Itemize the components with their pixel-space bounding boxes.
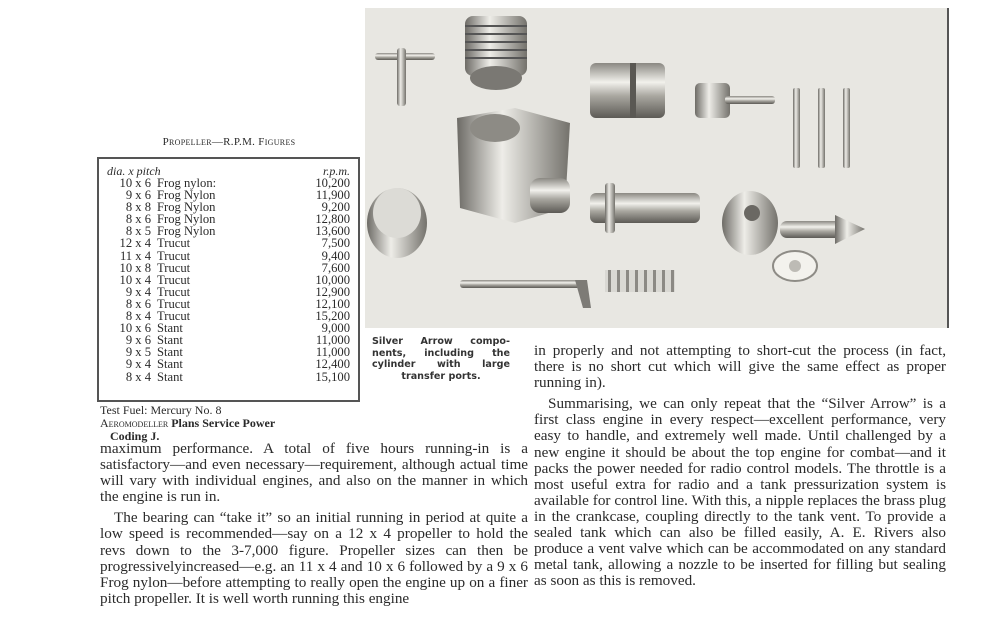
propeller-name: Frog Nylon <box>157 212 216 227</box>
propeller-name: Trucut <box>157 309 191 324</box>
size: 8 x 8 <box>125 200 151 215</box>
paragraph: in properly and not attempting to short-cut the process (in fact, there is no short cut which will give the same effect as proper running in). <box>534 342 946 392</box>
rpm-value: 12,400 <box>315 357 350 372</box>
rpm-value: 10,200 <box>315 176 350 190</box>
cylinder-liner-part <box>590 63 665 118</box>
propeller-name: Stant <box>157 345 183 360</box>
paragraph: The bearing can “take it” so an initial running in period at quite a low speed is recommended—say on a 12 x 4 propeller to hold the revs down to the 3-7,000 figure. Propeller sizes can then be progressivelyincreased—e.g. an 11 x 4 and 10 x 6 followed by a 9 x 6 Frog nylon—before attempting to really open the engine up on a finer pitch propeller. It is well worth running this engine <box>100 509 528 607</box>
photo-caption: Silver Arrow compo-nents, including the cylinder with large transfer ports. <box>372 336 510 382</box>
propeller-name: Trucut <box>157 236 191 251</box>
propeller-name: Trucut <box>157 272 191 287</box>
rpm-value: 12,800 <box>315 212 350 227</box>
propeller-name: Frog Nylon <box>157 224 216 239</box>
table-row <box>107 262 350 274</box>
size: 8 x 4 <box>125 309 151 324</box>
size: 10 x 6 <box>119 176 151 190</box>
size: 11 x 4 <box>119 248 151 263</box>
table-footnote <box>100 404 275 443</box>
propeller-name: Frog Nylon <box>157 200 216 215</box>
rpm-value: 7,600 <box>321 260 350 275</box>
needle-rollers-part <box>605 270 675 292</box>
rpm-value: 15,200 <box>315 309 350 324</box>
propeller-name: Trucut <box>157 284 191 299</box>
article-column-right <box>534 343 946 589</box>
propeller-name: Frog nylon: <box>157 176 217 190</box>
size: 12 x 4 <box>119 236 151 251</box>
plans-brand: Aeromodeller <box>100 416 169 430</box>
propeller-name: Stant <box>157 321 183 336</box>
propeller-name: Frog Nylon <box>157 188 216 203</box>
rpm-value: 11,000 <box>315 333 350 348</box>
rpm-value: 9,200 <box>321 200 350 215</box>
size: 8 x 5 <box>125 224 151 239</box>
size: 9 x 6 <box>125 188 151 203</box>
paragraph: maximum performance. A total of five hours running-in is a satisfactory—and even necessary—requirement, although actual time will vary with individual engines, and also on the manner in which the engine is run in. <box>100 440 528 506</box>
coding: Coding J. <box>110 429 160 443</box>
propeller-name: Stant <box>157 333 183 348</box>
size: 8 x 6 <box>125 212 151 227</box>
size: 10 x 6 <box>119 321 151 336</box>
rpm-value: 11,000 <box>315 345 350 360</box>
size: 9 x 4 <box>125 357 151 372</box>
propeller-name: Stant <box>157 369 183 384</box>
size: 8 x 4 <box>125 369 151 384</box>
prop-driver-part <box>722 191 778 255</box>
size: 10 x 8 <box>119 260 151 275</box>
rpm-value: 9,400 <box>321 248 350 263</box>
header-size: dia. x pitch <box>107 164 161 178</box>
size: 8 x 6 <box>125 296 151 311</box>
table-row <box>107 237 350 249</box>
table-row <box>107 250 350 262</box>
rpm-value: 12,900 <box>315 284 350 299</box>
propeller-name: Trucut <box>157 296 191 311</box>
engine-components-photo <box>365 8 949 328</box>
table-row <box>107 358 350 370</box>
rpm-table <box>97 157 360 402</box>
header-rpm: r.p.m. <box>322 164 350 178</box>
backplate-part <box>367 188 427 258</box>
rpm-value: 11,900 <box>315 188 350 203</box>
propeller-name: Stant <box>157 357 183 372</box>
propeller-name: Trucut <box>157 248 191 263</box>
rpm-value: 15,100 <box>315 369 350 384</box>
table-title: Propeller—R.P.M. Figures <box>162 136 296 148</box>
size: 9 x 5 <box>125 345 151 360</box>
propeller-name: Trucut <box>157 260 191 275</box>
size: 9 x 6 <box>125 333 151 348</box>
rpm-value: 10,000 <box>315 272 350 287</box>
crankcase-part <box>457 108 570 223</box>
paragraph: Summarising, we can only repeat that the “Silver Arrow” is a first class engine in every respect—excellent performance, very easy to handle, and extremely well made. Until challenged by a new engine it should be about the top engine for combat—and it packs the power needed for radio control models. The throttle is a most useful extra for radio and a tank pressurization system is available for control line. With this, a nipple replaces the brass plug in the crankcase, coupling directly to the tank vent. To provide a sealed tank which can also be filled easily, A. E. Rivers also produce a vent valve which can be accommodated on any standard metal tank, allowing a nozzle to be inserted for filling but sealing as soon as this is removed. <box>534 395 946 590</box>
plans-text: Plans Service Power <box>171 416 276 430</box>
size: 10 x 4 <box>119 272 151 287</box>
rpm-value: 13,600 <box>315 224 350 239</box>
rpm-value: 9,000 <box>321 321 350 336</box>
size: 9 x 4 <box>125 284 151 299</box>
article-column-left <box>100 441 528 607</box>
rpm-value: 12,100 <box>315 296 350 311</box>
cylinder-head-part <box>465 16 527 90</box>
test-fuel: Test Fuel: Mercury No. 8 <box>100 403 222 417</box>
table-row <box>107 371 350 383</box>
rpm-value: 7,500 <box>321 236 350 251</box>
